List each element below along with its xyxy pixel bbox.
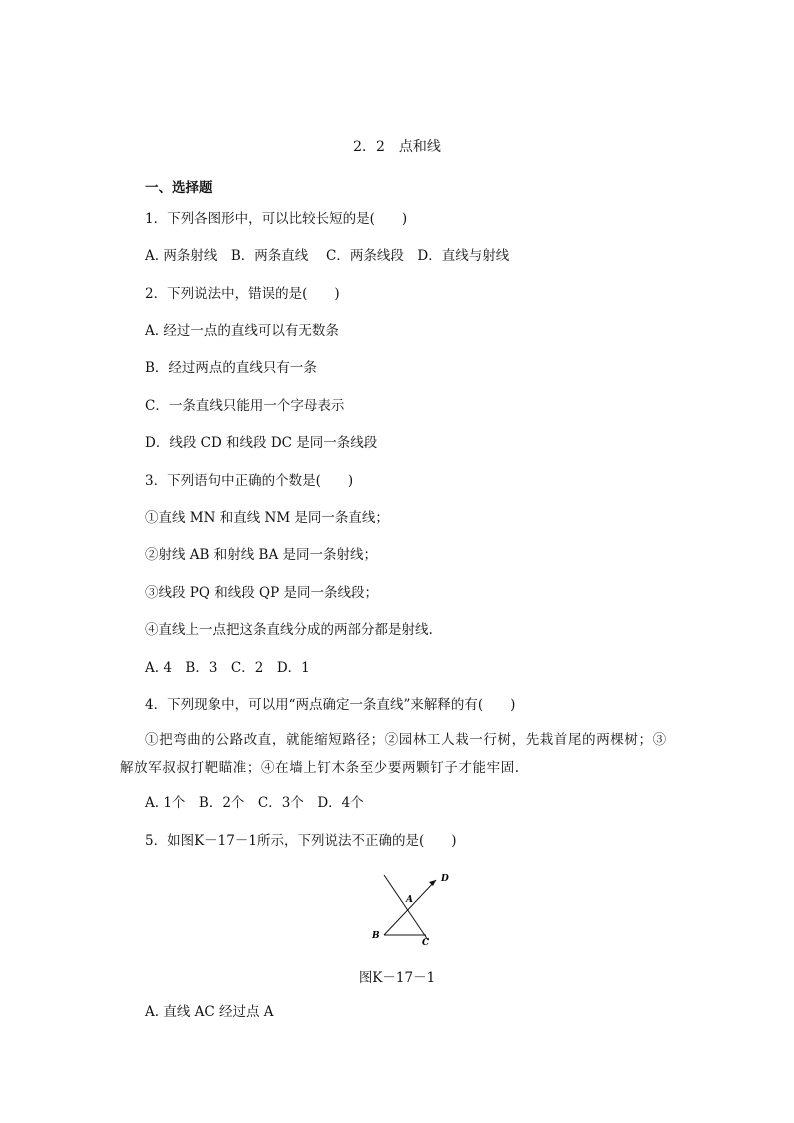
line-through-a-and-c xyxy=(384,875,428,940)
ray-ad xyxy=(384,880,436,935)
question-2-option-a: A. 经过一点的直线可以有无数条 xyxy=(145,323,339,339)
ray-arrowhead xyxy=(429,880,436,886)
question-3-statement-3: ③线段 PQ 和线段 QP 是同一条线段； xyxy=(145,585,378,601)
question-2: 2．下列说法中，错误的是( ) xyxy=(145,286,340,302)
point-label-a: A xyxy=(406,895,413,905)
point-label-c: C xyxy=(422,938,430,948)
point-label-d: D xyxy=(441,874,449,884)
question-2-option-b: B．经过两点的直线只有一条 xyxy=(145,360,317,376)
question-1-options: A. 两条射线 B．两条直线 C．两条线段 D．直线与射线 xyxy=(145,248,510,264)
section-heading: 一、选择题 xyxy=(145,180,213,196)
question-1: 1．下列各图形中，可以比较长短的是( ) xyxy=(145,211,408,227)
question-3-options: A. 4 B．3 C．2 D．1 xyxy=(145,660,310,676)
question-2-option-c: C．一条直线只能用一个字母表示 xyxy=(145,398,345,414)
question-4-text: ①把弯曲的公路改直，就能缩短路径；②园林工人栽一行树，先栽首尾的两棵树；③解放军叔叔打靶瞄准；④在墙上钉木条至少要两颗钉子才能牢固. xyxy=(120,732,667,776)
geometry-figure xyxy=(366,868,462,952)
figure-caption: 图K－17－1 xyxy=(358,970,436,986)
question-4-options: A. 1个 B．2个 C．3个 D．4个 xyxy=(145,795,364,811)
question-2-option-d: D．线段 CD 和线段 DC 是同一条线段 xyxy=(145,435,378,451)
page-title: 2．2 点和线 xyxy=(353,139,441,155)
question-5-option-a: A. 直线 AC 经过点 A xyxy=(145,1004,274,1020)
question-3-statement-2: ②射线 AB 和射线 BA 是同一条射线； xyxy=(145,547,378,563)
question-4: 4．下列现象中，可以用“两点确定一条直线”来解释的有( ) xyxy=(145,697,516,713)
question-3-statement-1: ①直线 MN 和直线 NM 是同一条直线； xyxy=(145,510,389,526)
question-3-statement-4: ④直线上一点把这条直线分成的两部分都是射线. xyxy=(145,622,433,638)
question-5: 5．如图K－17－1所示，下列说法不正确的是( ) xyxy=(145,833,457,849)
question-3: 3．下列语句中正确的个数是( ) xyxy=(145,473,354,489)
point-label-b: B xyxy=(372,931,380,941)
